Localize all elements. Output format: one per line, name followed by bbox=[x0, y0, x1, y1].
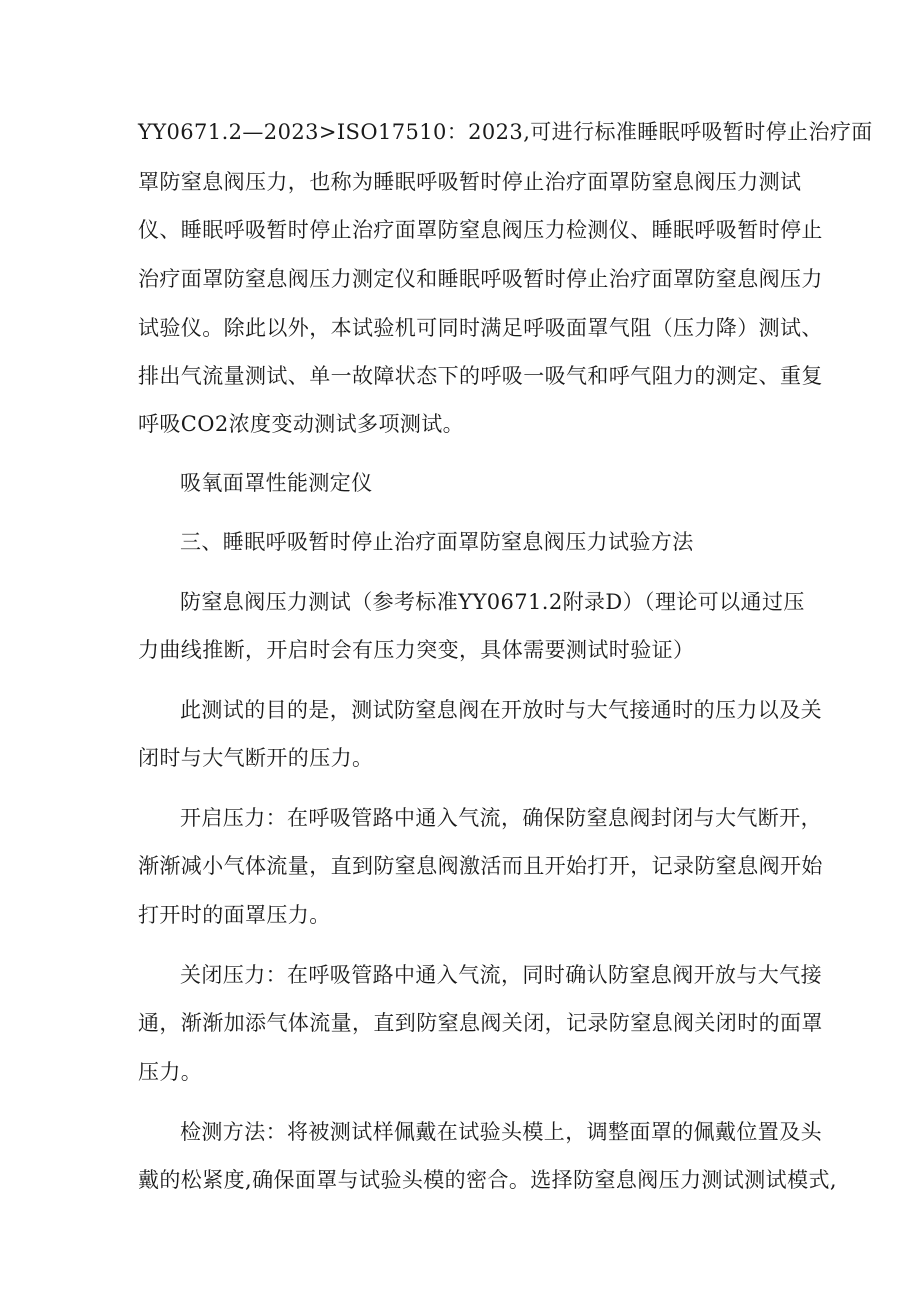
text-line: 治疗面罩防窒息阀压力测定仪和睡眠呼吸暂时停止治疗面罩防窒息阀压力 bbox=[138, 267, 823, 291]
text-line: 仪、睡眠呼吸暂时停止治疗面罩防窒息阀压力检测仪、睡眠呼吸暂时停止 bbox=[138, 218, 823, 242]
text-line: 通，渐渐加添气体流量，直到防窒息阀关闭，记录防窒息阀关闭时的面罩 bbox=[138, 1011, 823, 1035]
text-line: 防窒息阀压力测试（参考标准YY0671.2附录D）（理论可以通过压 bbox=[180, 590, 805, 614]
text-line: 排出气流量测试、单一故障状态下的呼吸一吸气和呼气阻力的测定、重复 bbox=[138, 364, 823, 388]
text-line: 关闭压力：在呼吸管路中通入气流，同时确认防窒息阀开放与大气接 bbox=[180, 963, 822, 987]
text-line: 呼吸CO2浓度变动测试多项测试。 bbox=[138, 412, 465, 436]
text-line: 戴的松紧度,确保面罩与试验头模的密合。选择防窒息阀压力测试测试模式, bbox=[138, 1168, 837, 1192]
text-line: 开启压力：在呼吸管路中通入气流，确保防窒息阀封闭与大气断开， bbox=[180, 806, 822, 830]
text-line: 打开时的面罩压力。 bbox=[138, 903, 331, 927]
text-line: 此测试的目的是，测试防窒息阀在开放时与大气接通时的压力以及关 bbox=[180, 698, 822, 722]
text-line: 力曲线推断，开启时会有压力突变，具体需要测试时验证） bbox=[138, 638, 695, 662]
text-line: 吸氧面罩性能测定仪 bbox=[180, 471, 373, 495]
section-heading: 三、睡眠呼吸暂时停止治疗面罩防窒息阀压力试验方法 bbox=[180, 530, 694, 554]
text-line: 检测方法：将被测试样佩戴在试验头模上，调整面罩的佩戴位置及头 bbox=[180, 1120, 822, 1144]
text-line: YY0671.2—2023>ISO17510：2023,可进行标准睡眠呼吸暂时停止治疗面 bbox=[138, 120, 873, 144]
text-line: 试验仪。除此以外，本试验机可同时满足呼吸面罩气阻（压力降）测试、 bbox=[138, 316, 823, 340]
text-line: 闭时与大气断开的压力。 bbox=[138, 746, 374, 770]
text-line: 渐渐减小气体流量，直到防窒息阀激活而且开始打开，记录防窒息阀开始 bbox=[138, 854, 823, 878]
text-line: 罩防窒息阀压力，也称为睡眠呼吸暂时停止治疗面罩防窒息阀压力测试 bbox=[138, 170, 802, 194]
text-line: 压力。 bbox=[138, 1060, 203, 1084]
